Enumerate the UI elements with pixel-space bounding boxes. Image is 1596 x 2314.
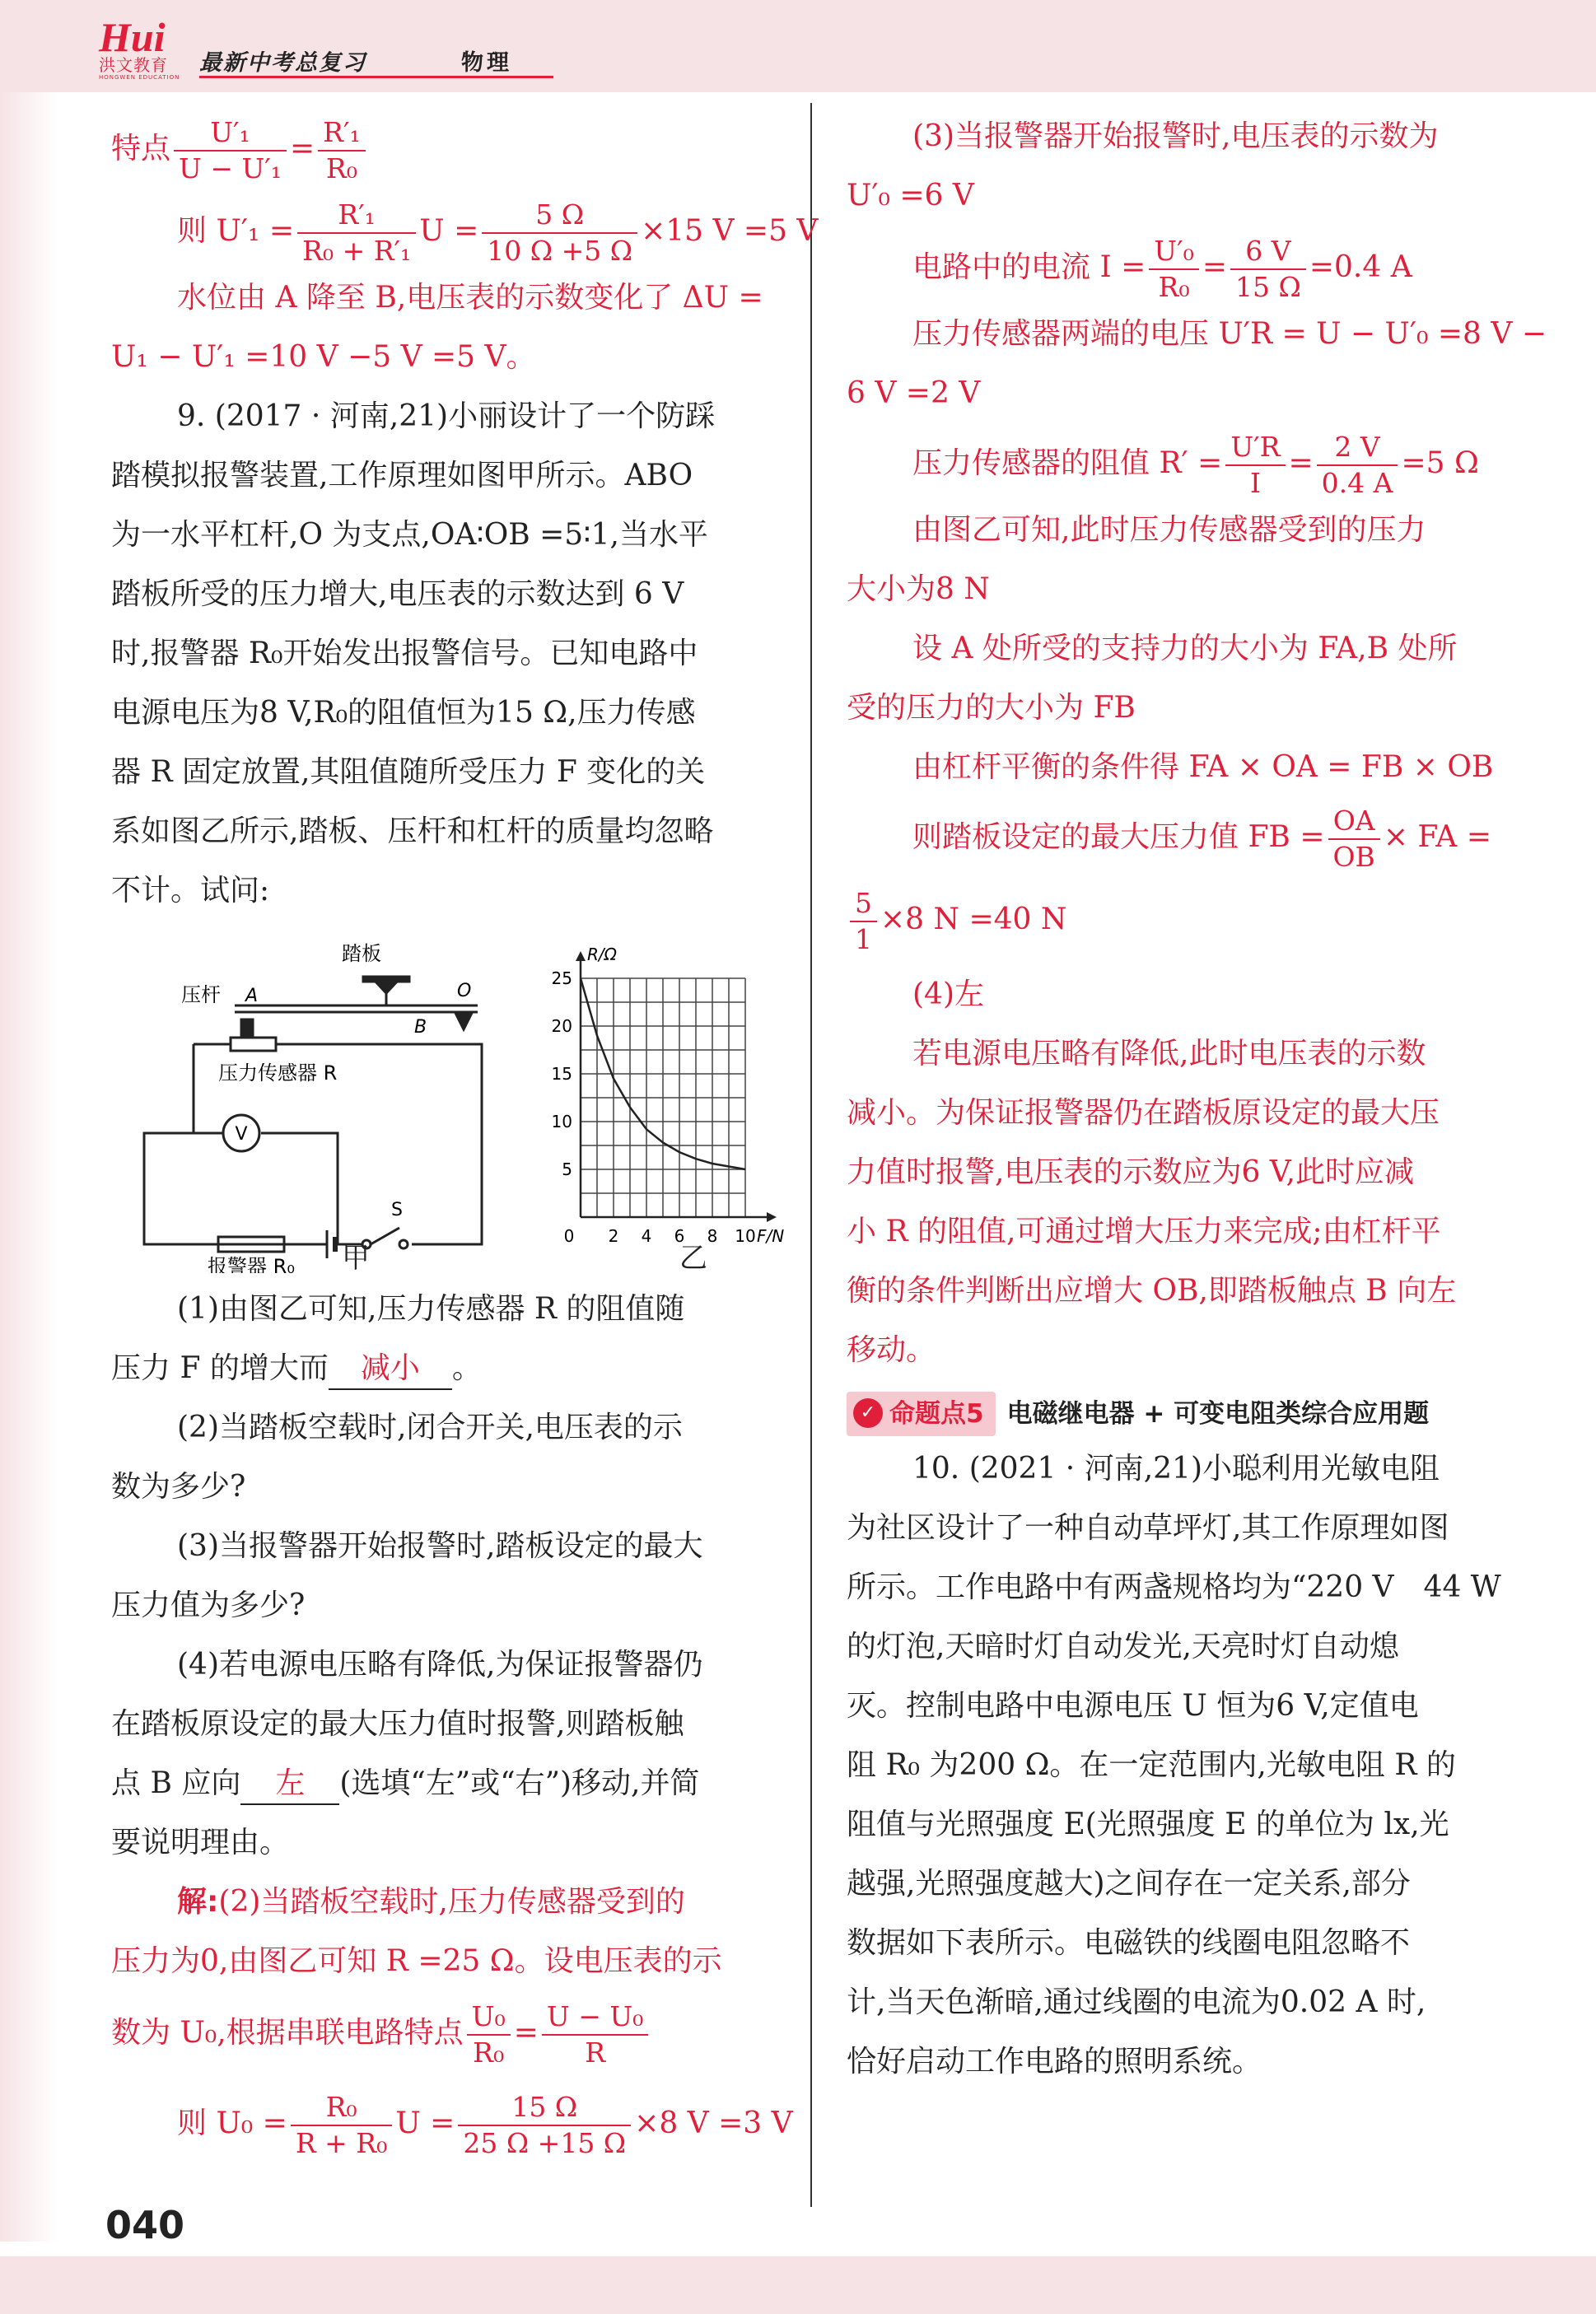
circuit-diagram <box>144 977 482 1258</box>
solution-r3: 电路中的电流 I = $\frac{\text{U′₀}}{\text{R₀}}$ = $\frac{6 V}{15 \Omega}$ =0.4 A <box>912 235 1412 303</box>
solution-line-2: 则 U′₁ = $\frac{\text{R′₁}}{\text{R₀ + R′₁}}$ U = $\frac{5 \Omega}{10 \Omega +5 \Omega}$ ×15 V =5 V <box>177 198 819 267</box>
y-tick-label: 10 <box>551 1112 572 1131</box>
header-underline <box>199 76 553 78</box>
label-voltmeter: V <box>235 1124 248 1145</box>
solution-r17: 力值时报警,电压表的示数应为6 V,此时应减 <box>847 1155 1414 1189</box>
fulcrum-icon <box>455 1013 472 1029</box>
sub-question-3b: 压力值为多少? <box>111 1589 306 1622</box>
logo-mark: Hui <box>99 14 166 60</box>
solution-r4: 压力传感器两端的电压 U′R = U − U′₀ =8 V − <box>912 317 1547 351</box>
question-9-line: 为一水平杠杆,O 为支点,OA∶OB =5∶1,当水平 <box>111 518 708 552</box>
left-column <box>111 115 819 2161</box>
right-column <box>847 107 1547 2092</box>
solution-r19: 衡的条件判断出应增大 OB,即踏板触点 B 向左 <box>847 1274 1457 1308</box>
question-9-line: 踏板所受的压力增大,电压表的示数达到 6 V <box>111 577 684 611</box>
y-tick-label: 15 <box>551 1064 572 1084</box>
resistance-graph <box>552 945 785 1246</box>
page-number: 040 <box>105 2203 185 2247</box>
section-title: 电磁继电器 + 可变电阻类综合应用题 <box>1006 1399 1430 1429</box>
page-footer <box>0 2256 1596 2314</box>
sub-question-4: (4)若电源电压略有降低,为保证报警器仍 <box>177 1648 703 1682</box>
question-10-line: 阻 R₀ 为200 Ω。在一定范围内,光敏电阻 R 的 <box>847 1748 1456 1782</box>
press-rod <box>241 1019 253 1038</box>
y-tick-label: 5 <box>562 1159 572 1179</box>
question-10-line: 的灯泡,天暗时灯自动发光,天亮时灯自动熄 <box>847 1630 1399 1663</box>
solution-line: 数为 U₀,根据串联电路特点 $\frac{\text{U₀}}{\text{R₀}}$ = $\frac{\text{U − U₀}}{R}$ <box>111 1991 786 2070</box>
subject-title: 物理 <box>461 50 512 76</box>
y-axis-label: R/Ω <box>587 945 617 964</box>
solution-line: 压力为0,由图乙可知 R =25 Ω。设电压表的示 <box>111 1944 722 1978</box>
question-10-line: 阻值与光照强度 E(光照强度 E 的单位为 lx,光 <box>847 1808 1449 1841</box>
solution-r15: 若电源电压略有降低,此时电压表的示数 <box>912 1037 1426 1071</box>
sub-question-4b: 在踏板原设定的最大压力值时报警,则踏板触 <box>111 1707 684 1741</box>
solution-r20: 移动。 <box>847 1333 936 1367</box>
page-header <box>0 0 1596 92</box>
answer-blank-1: 减小 <box>329 1349 452 1390</box>
solution-start: 解:(2)当踏板空载时,压力传感器受到的 <box>177 1885 685 1919</box>
section-badge: ✓ 命题点5 <box>847 1392 996 1436</box>
question-9-line: 9. (2017 · 河南,21)小丽设计了一个防踩 <box>177 399 716 433</box>
figure-area <box>111 927 786 1273</box>
question-10-line: 计,当天色渐暗,通过线圈的电流为0.02 A 时, <box>847 1985 1426 2019</box>
column-divider <box>810 103 812 2207</box>
solution-r2: U′₀ =6 V <box>847 179 974 212</box>
solution-line-3: 水位由 A 降至 B,电压表的示数变化了 ΔU = <box>177 281 763 315</box>
question-10-line: 为社区设计了一种自动草坪灯,其工作原理如图 <box>847 1511 1449 1545</box>
question-10-line: 灭。控制电路中电源电压 U 恒为6 V,定值电 <box>847 1689 1419 1723</box>
x-axis-label: F/N <box>757 1226 785 1246</box>
figure-label-jia: 甲 <box>342 1242 370 1275</box>
label-a: A <box>245 986 259 1006</box>
sub-question-1: (1)由图乙可知,压力传感器 R 的阻值随 <box>177 1292 685 1326</box>
x-tick-label: 6 <box>674 1226 685 1246</box>
question-9-line: 系如图乙所示,踏板、压杆和杠杆的质量均忽略 <box>111 814 714 848</box>
origin-label: 0 <box>563 1226 575 1246</box>
solution-r6: 压力传感器的阻值 R′ = $\frac{U'R}{I}$ = $\frac{2 V}{0.4 A}$ =5 Ω <box>912 431 1479 499</box>
solution-r16: 减小。为保证报警器仍在踏板原设定的最大压 <box>847 1096 1440 1130</box>
solution-line-4: U₁ − U′₁ =10 V −5 V =5 V。 <box>111 340 536 374</box>
label-sensor: 压力传感器 R <box>218 1061 338 1085</box>
solution-r13: $\frac{5}{1}$ ×8 N =40 N <box>847 875 1514 957</box>
question-10-line: 10. (2021 · 河南,21)小聪利用光敏电阻 <box>912 1452 1440 1486</box>
question-10-line: 所示。工作电路中有两盏规格均为“220 V 44 W <box>847 1570 1501 1604</box>
solution-r18: 小 R 的阻值,可通过增大压力来完成;由杠杆平 <box>847 1215 1441 1248</box>
solution-line: 则 U₀ = $\frac{\text{R₀}}{\text{R + R₀}}$ U = $\frac{15 \Omega}{25 \Omega +15 \Omega}$ ×8 V =3 V <box>177 2091 793 2159</box>
sub-question-2b: 数为多少? <box>111 1470 246 1504</box>
sub-question-4c: 点 B 应向 左 (选填“左”或“右”)移动,并简 <box>111 1754 786 1813</box>
y-tick-label: 20 <box>551 1016 572 1036</box>
label-switch: S <box>391 1200 403 1220</box>
logo-chinese: 洪文教育 <box>99 55 168 75</box>
y-tick-label: 25 <box>551 968 572 988</box>
solution-line-1: 特点 $\frac{\text{U′₁}}{\text{U − U′₁}}$ = $\frac{\text{R′₁}}{\text{R₀}}$ <box>111 115 786 186</box>
solution-r12: 则踏板设定的最大压力值 FB = $\frac{OA}{OB}$ × FA = <box>912 805 1491 873</box>
question-9-line: 时,报警器 R₀开始发出报警信号。已知电路中 <box>111 637 698 670</box>
label-rod: 压杆 <box>181 983 221 1006</box>
solution-r7: 由图乙可知,此时压力传感器受到的压力 <box>912 513 1426 547</box>
switch-blade <box>371 1228 399 1244</box>
x-axis-arrow <box>767 1212 777 1222</box>
answer-blank-4: 左 <box>240 1764 339 1805</box>
check-icon: ✓ <box>853 1398 883 1428</box>
label-o: O <box>457 981 472 1001</box>
x-tick-label: 2 <box>608 1226 619 1246</box>
solution-r5: 6 V =2 V <box>847 376 981 410</box>
sub-question-2: (2)当踏板空载时,闭合开关,电压表的示 <box>177 1411 683 1444</box>
circuit-and-graph <box>111 927 786 1273</box>
page-edge-tint <box>0 92 58 2242</box>
sub-question-1b: 压力 F 的增大而 减小 。 <box>111 1339 786 1398</box>
question-10-line: 恰好启动工作电路的照明系统。 <box>847 2045 1262 2078</box>
solution-r1: (3)当报警器开始报警时,电压表的示数为 <box>912 119 1439 153</box>
solution-r11: 由杠杆平衡的条件得 FA × OA = FB × OB <box>912 750 1494 784</box>
label-alarm: 报警器 R₀ <box>208 1255 295 1273</box>
solution-r14: (4)左 <box>912 977 984 1011</box>
sensor-block <box>231 1038 276 1051</box>
solution-r10: 受的压力的大小为 FB <box>847 691 1136 725</box>
solution-r9: 设 A 处所受的支持力的大小为 FA,B 处所 <box>912 632 1458 665</box>
x-tick-label: 10 <box>735 1226 756 1246</box>
question-9-line: 器 R 固定放置,其阻值随所受压力 F 变化的关 <box>111 755 706 789</box>
x-tick-label: 8 <box>707 1226 718 1246</box>
x-tick-label: 4 <box>641 1226 652 1246</box>
logo-english: HONGWEN EDUCATION <box>99 74 180 81</box>
question-9-line: 踏模拟报警装置,工作原理如图甲所示。ABO <box>111 459 693 492</box>
solution-r8: 大小为8 N <box>847 572 990 606</box>
book-title: 最新中考总复习 <box>199 50 366 76</box>
wire-v-right <box>261 1133 338 1244</box>
question-10-line: 越强,光照强度越大)之间存在一定关系,部分 <box>847 1867 1411 1901</box>
label-b: B <box>414 1017 427 1038</box>
figure-label-yi: 乙 <box>679 1242 707 1275</box>
question-9-line: 不计。试问: <box>111 874 270 907</box>
sub-question-3: (3)当报警器开始报警时,踏板设定的最大 <box>177 1529 703 1563</box>
label-pedal: 踏板 <box>342 942 381 965</box>
y-axis-arrow <box>576 951 586 961</box>
question-10-line: 数据如下表所示。电磁铁的线圈电阻忽略不 <box>847 1926 1411 1960</box>
question-9-line: 电源电压为8 V,R₀的阻值恒为15 Ω,压力传感 <box>111 696 696 730</box>
sub-question-4d: 要说明理由。 <box>111 1826 290 1859</box>
section-heading <box>847 1383 1514 1436</box>
publisher-logo <box>99 14 206 82</box>
